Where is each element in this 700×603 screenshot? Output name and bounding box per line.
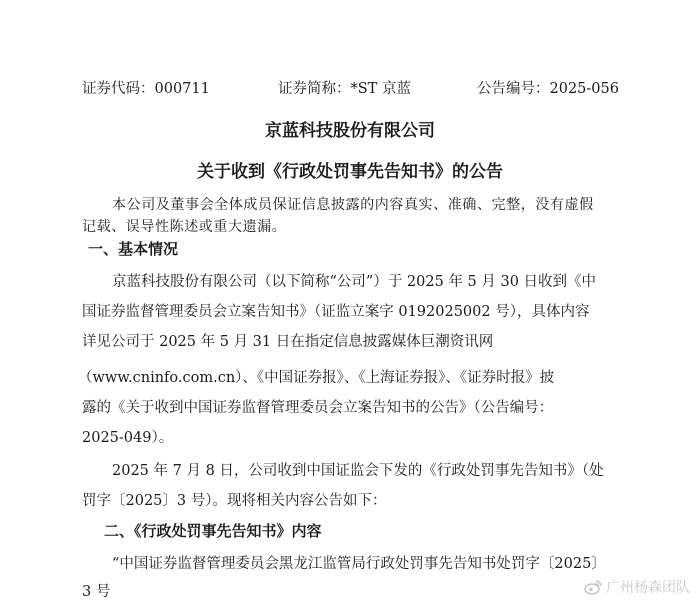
paragraph-1-line-1: 京蓝科技股份有限公司（以下简称“公司”）于 2025 年 5 月 30 日收到《中 bbox=[112, 274, 597, 290]
quote-line-2: 3 号 bbox=[82, 584, 111, 600]
security-short-name: 证券简称：*ST 京蓝 bbox=[278, 81, 411, 97]
paragraph-1-line-5: 露的《关于收到中国证券监督管理委员会立案告知书的公告》（公告编号： bbox=[82, 400, 554, 416]
notice-number: 公告编号：2025-056 bbox=[477, 81, 619, 97]
paragraph-1-line-6: 2025-049）。 bbox=[82, 430, 174, 446]
watermark-text: 广州杨森团队 bbox=[606, 580, 690, 596]
notice-title: 关于收到《行政处罚事先告知书》的公告 bbox=[197, 162, 503, 182]
company-title: 京蓝科技股份有限公司 bbox=[265, 121, 435, 141]
paragraph-1-line-2: 国证券监督管理委员会立案告知书》（证监立案字 0192025002 号），具体内容 bbox=[82, 304, 590, 320]
security-code: 证券代码：000711 bbox=[82, 81, 210, 97]
section-1-heading: 一、基本情况 bbox=[88, 240, 179, 258]
security-header bbox=[82, 78, 622, 100]
section-2-heading: 二、《行政处罚事先告知书》内容 bbox=[104, 522, 322, 540]
disclaimer-line-1: 本公司及董事会全体成员保证信息披露的内容真实、准确、完整，没有虚假 bbox=[112, 197, 594, 213]
paragraph-2-line-1: 2025 年 7 月 8 日，公司收到中国证监会下发的《行政处罚事先告知书》（处 bbox=[112, 463, 604, 479]
paragraph-1-line-4: （www.cninfo.com.cn）、《中国证券报》、《上海证券报》、《证券时报》披 bbox=[78, 370, 555, 386]
weibo-icon bbox=[584, 579, 602, 595]
paragraph-1-line-3: 详见公司于 2025 年 5 月 31 日在指定信息披露媒体巨潮资讯网 bbox=[82, 334, 494, 350]
watermark bbox=[584, 577, 690, 597]
paragraph-2-line-2: 罚字〔2025〕3 号）。现将相关内容公告如下： bbox=[82, 493, 387, 509]
quote-line-1: “中国证券监督管理委员会黑龙江监管局行政处罚事先告知书处罚字〔2025〕 bbox=[112, 556, 606, 572]
disclaimer-line-2: 记载、误导性陈述或重大遗漏。 bbox=[82, 219, 287, 235]
